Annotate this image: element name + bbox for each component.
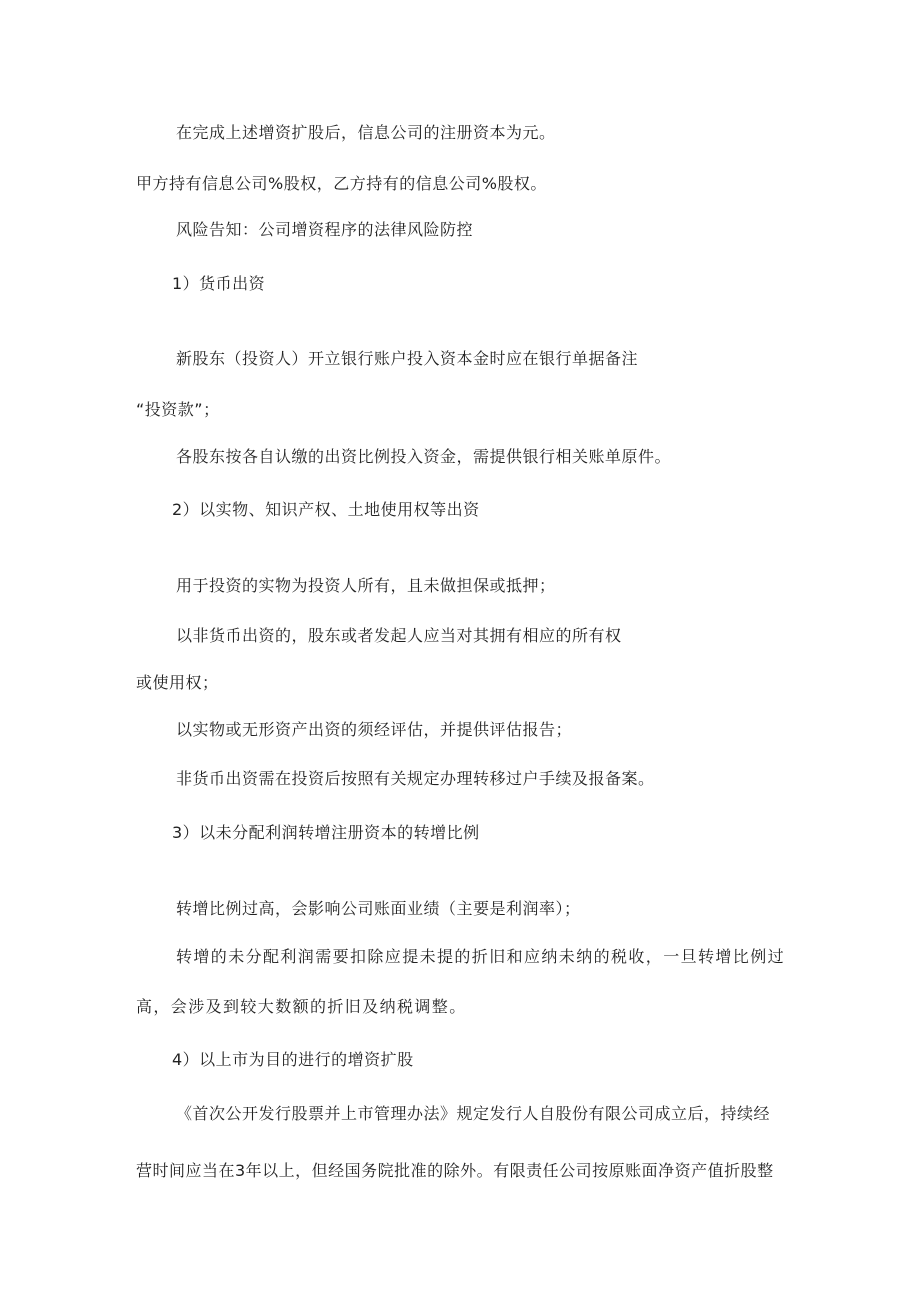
paragraph-line: 转增的未分配利润需要扣除应提未提的折旧和应纳未纳的税收，一旦转增比例过 bbox=[176, 947, 786, 966]
section-heading: 风险告知：公司增资程序的法律风险防控 bbox=[176, 220, 474, 239]
paragraph-line: “投资款”； bbox=[136, 400, 220, 419]
paragraph-line: 以非货币出资的，股东或者发起人应当对其拥有相应的所有权 bbox=[176, 626, 622, 645]
paragraph-line: 转增比例过高，会影响公司账面业绩（主要是利润率）； bbox=[176, 899, 581, 918]
paragraph-line: 各股东按各自认缴的出资比例投入资金，需提供银行相关账单原件。 bbox=[176, 447, 672, 466]
paragraph-line: 在完成上述增资扩股后，信息公司的注册资本为元。 bbox=[176, 123, 556, 142]
paragraph-line: 营时间应当在3年以上，但经国务院批准的除外。有限责任公司按原账面净资产值折股整 bbox=[136, 1161, 774, 1180]
section-heading: 2）以实物、知识产权、土地使用权等出资 bbox=[172, 500, 480, 519]
paragraph-line: 以实物或无形资产出资的须经评估，并提供评估报告； bbox=[176, 720, 573, 739]
paragraph-line: 高，会涉及到较大数额的折旧及纳税调整。 bbox=[136, 997, 467, 1016]
section-heading: 4）以上市为目的进行的增资扩股 bbox=[172, 1050, 414, 1069]
paragraph-line: 甲方持有信息公司%股权，乙方持有的信息公司%股权。 bbox=[136, 174, 547, 193]
section-heading: 1）货币出资 bbox=[172, 274, 266, 293]
paragraph-line: 新股东（投资人）开立银行账户投入资本金时应在银行单据备注 bbox=[176, 349, 639, 368]
paragraph-line: 或使用权； bbox=[136, 673, 219, 692]
paragraph-line: 非货币出资需在投资后按照有关规定办理转移过户手续及报备案。 bbox=[176, 769, 655, 788]
section-heading: 3）以未分配利润转增注册资本的转增比例 bbox=[172, 823, 480, 842]
paragraph-line: 用于投资的实物为投资人所有，且未做担保或抵押； bbox=[176, 576, 556, 595]
paragraph-line: 《首次公开发行股票并上市管理办法》规定发行人自股份有限公司成立后，持续经 bbox=[176, 1104, 771, 1123]
